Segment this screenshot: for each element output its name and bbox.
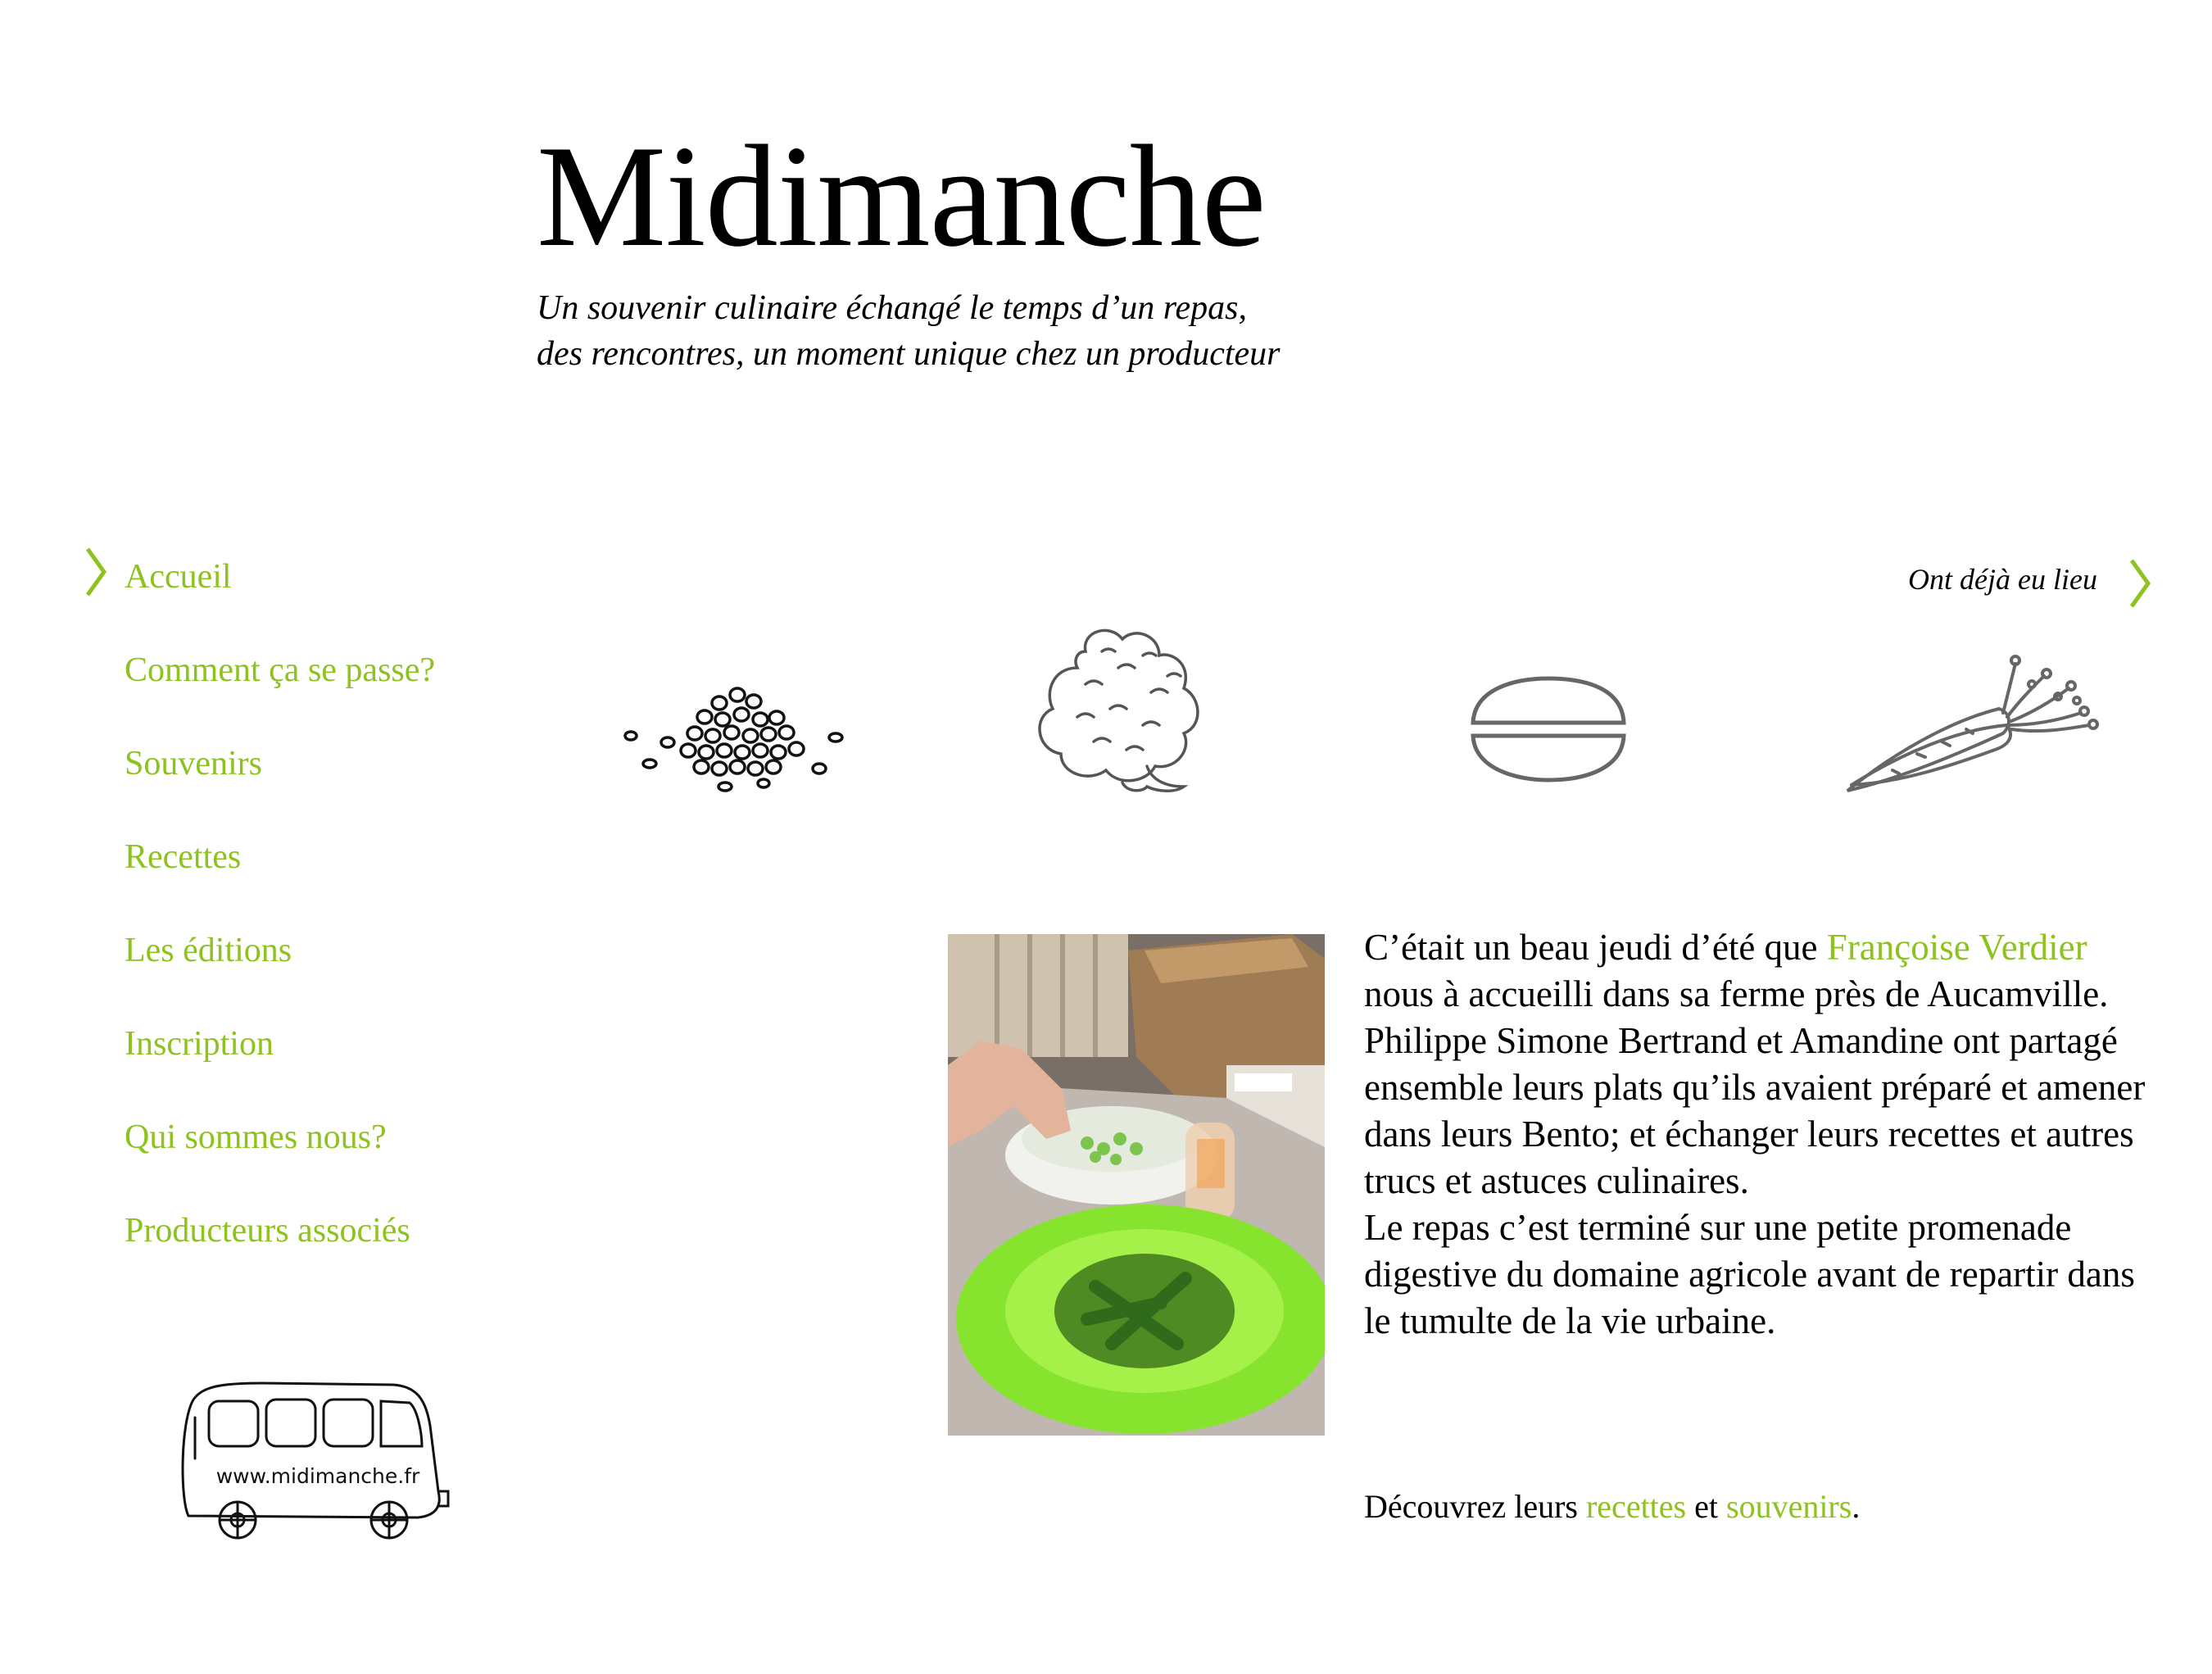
site-title: Midimanche	[537, 115, 1266, 277]
nav-item-producteurs-associes[interactable]: Producteurs associés	[125, 1212, 410, 1250]
cta-text: Découvrez leurs	[1364, 1488, 1586, 1525]
producer-link[interactable]: Françoise Verdier	[1826, 927, 2087, 968]
recettes-link[interactable]: recettes	[1585, 1488, 1687, 1525]
story-text: nous à accueilli dans sa ferme près de Aucamville.	[1364, 973, 2109, 1014]
chevron-right-icon[interactable]	[2128, 557, 2151, 610]
discover-line	[1364, 1487, 1860, 1526]
nav-item-accueil[interactable]: Accueil	[125, 558, 232, 596]
nav-item-recettes[interactable]: Recettes	[125, 838, 242, 876]
carrots-icon[interactable]	[1843, 647, 2105, 799]
tagline-line-1: Un souvenir culinaire échangé le temps d’un repas,	[537, 289, 1248, 327]
souvenirs-link[interactable]: souvenirs	[1726, 1488, 1852, 1525]
nav-item-qui-sommes-nous[interactable]: Qui sommes nous?	[125, 1118, 387, 1156]
cauliflower-icon[interactable]	[1028, 619, 1217, 795]
van-logo-icon[interactable]	[172, 1377, 459, 1549]
story-paragraph-2: Philippe Simone Bertrand et Amandine ont partagé ensemble leurs plats qu’ils avaient préparé et amener dans leurs Bento; et échanger leurs recettes et autres trucs et astuces culinaires.	[1364, 1020, 2146, 1201]
nav-item-les-editions[interactable]: Les éditions	[125, 932, 292, 969]
event-photo	[948, 934, 1325, 1436]
active-chevron-icon	[84, 546, 107, 598]
nav-item-comment-ca-se-passe[interactable]: Comment ça se passe?	[125, 651, 436, 689]
story-paragraph-3: Le repas c’est terminé sur une petite promenade digestive du domaine agricole avant de repartir dans le tumulte de la vie urbaine.	[1364, 1207, 2135, 1341]
bread-bun-icon[interactable]	[1466, 672, 1630, 787]
peas-pile-icon[interactable]	[623, 672, 852, 795]
story-text: C’était un beau jeudi d’été que	[1364, 927, 1827, 968]
cta-text: et	[1686, 1488, 1726, 1525]
past-events-link[interactable]: Ont déjà eu lieu	[1908, 563, 2097, 596]
story-paragraph-1	[1364, 924, 2151, 1018]
tagline-line-2: des rencontres, un moment unique chez un producteur	[537, 335, 1281, 373]
nav-item-inscription[interactable]: Inscription	[125, 1025, 274, 1063]
tagline	[537, 285, 1281, 377]
nav-item-souvenirs[interactable]: Souvenirs	[125, 745, 262, 783]
van-url-text: www.midimanche.fr	[215, 1464, 420, 1488]
cta-text: .	[1852, 1488, 1861, 1525]
event-story	[1364, 924, 2151, 1345]
